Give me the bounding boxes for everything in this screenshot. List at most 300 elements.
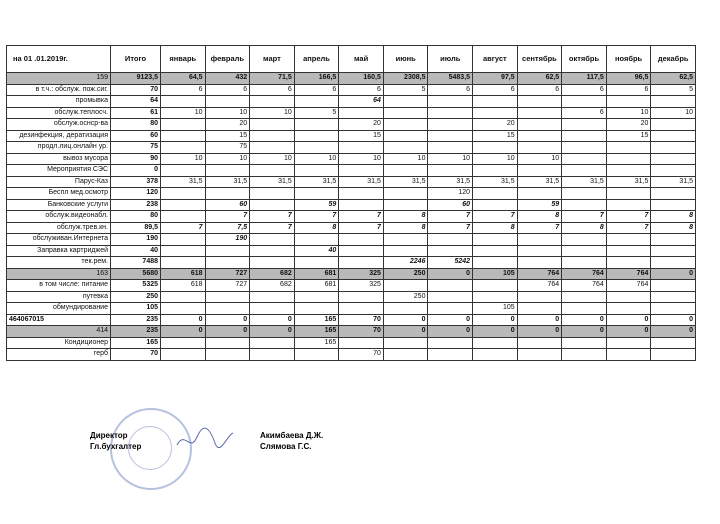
budget-table bbox=[6, 45, 696, 361]
row-total: 70 bbox=[111, 349, 161, 361]
month-cell bbox=[428, 130, 473, 142]
month-cell: 6 bbox=[473, 84, 518, 96]
month-cell bbox=[473, 96, 518, 108]
month-cell bbox=[161, 211, 206, 223]
month-cell bbox=[651, 234, 696, 246]
table-row bbox=[7, 96, 696, 108]
month-cell bbox=[606, 153, 651, 165]
month-cell bbox=[562, 234, 607, 246]
month-cell: 0 bbox=[161, 314, 206, 326]
month-cell: 6 bbox=[294, 84, 339, 96]
month-cell bbox=[250, 199, 295, 211]
month-cell bbox=[517, 303, 562, 315]
month-cell: 432 bbox=[205, 73, 250, 85]
month-cell bbox=[250, 337, 295, 349]
month-cell bbox=[383, 130, 428, 142]
month-cell bbox=[161, 165, 206, 177]
table-row bbox=[7, 303, 696, 315]
row-label: Парус-Каз bbox=[7, 176, 111, 188]
month-cell bbox=[562, 245, 607, 257]
table-row bbox=[7, 245, 696, 257]
row-label: 159 bbox=[7, 73, 111, 85]
subtotal-row bbox=[7, 268, 696, 280]
month-cell bbox=[562, 257, 607, 269]
month-cell bbox=[606, 349, 651, 361]
month-cell: 70 bbox=[339, 314, 384, 326]
month-cell: 60 bbox=[428, 199, 473, 211]
month-cell bbox=[294, 130, 339, 142]
month-cell bbox=[161, 257, 206, 269]
month-cell: 117,5 bbox=[562, 73, 607, 85]
table-row bbox=[7, 130, 696, 142]
table-row bbox=[7, 314, 696, 326]
month-cell: 59 bbox=[294, 199, 339, 211]
month-cell bbox=[562, 153, 607, 165]
table-row bbox=[7, 291, 696, 303]
month-cell bbox=[651, 245, 696, 257]
month-cell: 682 bbox=[250, 268, 295, 280]
month-cell: 764 bbox=[606, 268, 651, 280]
table-row bbox=[7, 142, 696, 154]
month-cell: 0 bbox=[517, 326, 562, 338]
month-cell: 250 bbox=[383, 268, 428, 280]
row-total: 378 bbox=[111, 176, 161, 188]
month-cell: 31,5 bbox=[606, 176, 651, 188]
month-cell: 6 bbox=[606, 84, 651, 96]
month-cell bbox=[383, 349, 428, 361]
row-label: обслуживан.Интернета bbox=[7, 234, 111, 246]
month-cell bbox=[517, 234, 562, 246]
month-cell: 8 bbox=[562, 222, 607, 234]
month-header: август bbox=[473, 46, 518, 73]
director-title: Директор bbox=[90, 431, 128, 440]
month-cell bbox=[161, 245, 206, 257]
month-cell bbox=[562, 303, 607, 315]
month-cell bbox=[517, 119, 562, 131]
month-cell bbox=[606, 96, 651, 108]
month-cell: 105 bbox=[473, 268, 518, 280]
month-cell bbox=[161, 291, 206, 303]
month-cell bbox=[294, 142, 339, 154]
month-cell: 250 bbox=[383, 291, 428, 303]
month-cell bbox=[205, 257, 250, 269]
month-cell bbox=[651, 337, 696, 349]
month-cell: 7 bbox=[205, 211, 250, 223]
month-cell bbox=[473, 165, 518, 177]
month-cell bbox=[294, 291, 339, 303]
month-cell bbox=[562, 119, 607, 131]
month-cell: 764 bbox=[606, 280, 651, 292]
month-cell: 618 bbox=[161, 280, 206, 292]
month-cell: 31,5 bbox=[517, 176, 562, 188]
month-cell: 62,5 bbox=[517, 73, 562, 85]
signature-block bbox=[90, 430, 323, 452]
month-cell: 75 bbox=[205, 142, 250, 154]
month-cell bbox=[205, 165, 250, 177]
month-cell: 325 bbox=[339, 280, 384, 292]
month-cell bbox=[250, 257, 295, 269]
row-label: обслуж.теплосч. bbox=[7, 107, 111, 119]
accountant-name: Слямова Г.С. bbox=[260, 442, 312, 451]
month-cell bbox=[651, 280, 696, 292]
month-cell: 165 bbox=[294, 326, 339, 338]
month-cell bbox=[205, 245, 250, 257]
row-label: Заправка картриджей bbox=[7, 245, 111, 257]
month-cell: 10 bbox=[250, 153, 295, 165]
month-cell: 0 bbox=[205, 314, 250, 326]
month-cell: 15 bbox=[205, 130, 250, 142]
month-cell: 10 bbox=[294, 153, 339, 165]
month-cell bbox=[606, 188, 651, 200]
month-cell: 190 bbox=[205, 234, 250, 246]
month-cell: 10 bbox=[428, 153, 473, 165]
table-row bbox=[7, 211, 696, 223]
month-cell bbox=[651, 142, 696, 154]
month-cell bbox=[428, 96, 473, 108]
month-cell: 10 bbox=[651, 107, 696, 119]
month-cell: 20 bbox=[473, 119, 518, 131]
month-cell: 31,5 bbox=[383, 176, 428, 188]
row-total: 190 bbox=[111, 234, 161, 246]
month-cell: 2246 bbox=[383, 257, 428, 269]
month-cell bbox=[383, 119, 428, 131]
row-total: 40 bbox=[111, 245, 161, 257]
month-cell: 764 bbox=[562, 280, 607, 292]
month-cell bbox=[473, 337, 518, 349]
month-cell bbox=[428, 165, 473, 177]
month-cell: 7 bbox=[562, 211, 607, 223]
table-row bbox=[7, 234, 696, 246]
subtotal-row bbox=[7, 73, 696, 85]
accountant-title: Гл.бухгалтер bbox=[90, 442, 142, 451]
row-label: Мероприятия СЭС bbox=[7, 165, 111, 177]
month-cell bbox=[562, 199, 607, 211]
month-cell: 0 bbox=[517, 314, 562, 326]
row-label: обслуж.видеонабл. bbox=[7, 211, 111, 223]
month-cell: 7 bbox=[339, 211, 384, 223]
row-total: 60 bbox=[111, 130, 161, 142]
month-header: июнь bbox=[383, 46, 428, 73]
month-cell bbox=[428, 119, 473, 131]
month-cell: 10 bbox=[161, 107, 206, 119]
month-cell: 8 bbox=[651, 211, 696, 223]
month-cell: 166,5 bbox=[294, 73, 339, 85]
row-total: 5680 bbox=[111, 268, 161, 280]
month-cell: 0 bbox=[161, 326, 206, 338]
table-row bbox=[7, 153, 696, 165]
month-cell bbox=[339, 107, 384, 119]
month-cell: 15 bbox=[473, 130, 518, 142]
row-label: Банковские услуги bbox=[7, 199, 111, 211]
month-cell: 6 bbox=[339, 84, 384, 96]
budget-sheet bbox=[6, 45, 696, 361]
month-cell bbox=[161, 142, 206, 154]
month-cell: 0 bbox=[383, 314, 428, 326]
month-cell: 10 bbox=[161, 153, 206, 165]
month-cell bbox=[250, 349, 295, 361]
month-cell: 64,5 bbox=[161, 73, 206, 85]
month-header: февраль bbox=[205, 46, 250, 73]
month-cell: 10 bbox=[205, 153, 250, 165]
month-cell: 764 bbox=[562, 268, 607, 280]
month-cell bbox=[383, 245, 428, 257]
month-cell bbox=[383, 280, 428, 292]
month-cell: 7 bbox=[606, 211, 651, 223]
row-label: продл.лиц.онлайн ур. bbox=[7, 142, 111, 154]
month-cell: 681 bbox=[294, 280, 339, 292]
month-cell: 0 bbox=[428, 268, 473, 280]
month-cell bbox=[473, 142, 518, 154]
month-cell: 31,5 bbox=[651, 176, 696, 188]
month-cell bbox=[517, 142, 562, 154]
month-header: декабрь bbox=[651, 46, 696, 73]
month-cell: 5 bbox=[651, 84, 696, 96]
row-total: 90 bbox=[111, 153, 161, 165]
month-cell: 10 bbox=[250, 107, 295, 119]
director-name: Акимбаева Д.Ж. bbox=[260, 431, 324, 440]
month-cell bbox=[294, 303, 339, 315]
month-cell: 20 bbox=[606, 119, 651, 131]
month-cell bbox=[473, 234, 518, 246]
month-cell bbox=[606, 337, 651, 349]
month-cell: 5483,5 bbox=[428, 73, 473, 85]
month-cell: 727 bbox=[205, 280, 250, 292]
table-row bbox=[7, 176, 696, 188]
month-cell: 8 bbox=[651, 222, 696, 234]
month-cell bbox=[250, 165, 295, 177]
month-cell: 10 bbox=[606, 107, 651, 119]
month-cell bbox=[294, 349, 339, 361]
month-cell: 7 bbox=[428, 222, 473, 234]
row-label: тек.рем. bbox=[7, 257, 111, 269]
month-cell bbox=[250, 96, 295, 108]
month-cell: 71,5 bbox=[250, 73, 295, 85]
month-cell: 20 bbox=[339, 119, 384, 131]
month-header: июль bbox=[428, 46, 473, 73]
month-cell: 10 bbox=[383, 153, 428, 165]
month-cell: 31,5 bbox=[250, 176, 295, 188]
month-cell: 8 bbox=[517, 211, 562, 223]
row-label: обмундирование bbox=[7, 303, 111, 315]
month-cell bbox=[339, 199, 384, 211]
month-cell bbox=[517, 188, 562, 200]
month-header: май bbox=[339, 46, 384, 73]
month-cell bbox=[339, 257, 384, 269]
row-total: 235 bbox=[111, 326, 161, 338]
month-cell: 31,5 bbox=[161, 176, 206, 188]
month-cell bbox=[473, 257, 518, 269]
month-cell: 7 bbox=[161, 222, 206, 234]
table-row bbox=[7, 222, 696, 234]
row-total: 89,5 bbox=[111, 222, 161, 234]
month-cell: 727 bbox=[205, 268, 250, 280]
month-cell bbox=[294, 165, 339, 177]
month-cell: 0 bbox=[651, 326, 696, 338]
row-total: 61 bbox=[111, 107, 161, 119]
month-cell: 7 bbox=[339, 222, 384, 234]
subtotal-row bbox=[7, 326, 696, 338]
month-cell bbox=[339, 188, 384, 200]
month-cell: 8 bbox=[473, 222, 518, 234]
month-cell: 325 bbox=[339, 268, 384, 280]
month-cell: 7,5 bbox=[205, 222, 250, 234]
month-cell bbox=[562, 337, 607, 349]
month-cell: 764 bbox=[517, 280, 562, 292]
month-cell bbox=[205, 349, 250, 361]
month-cell bbox=[428, 245, 473, 257]
row-total: 238 bbox=[111, 199, 161, 211]
month-cell: 31,5 bbox=[339, 176, 384, 188]
row-label: обслуж.оснср-ва bbox=[7, 119, 111, 131]
month-cell: 10 bbox=[339, 153, 384, 165]
month-cell: 0 bbox=[651, 314, 696, 326]
month-cell: 70 bbox=[339, 349, 384, 361]
row-total: 165 bbox=[111, 337, 161, 349]
month-cell: 40 bbox=[294, 245, 339, 257]
month-cell bbox=[161, 130, 206, 142]
month-cell: 0 bbox=[205, 326, 250, 338]
row-label: 464067015 bbox=[7, 314, 111, 326]
month-cell: 0 bbox=[383, 326, 428, 338]
month-cell bbox=[161, 96, 206, 108]
month-cell bbox=[651, 291, 696, 303]
month-cell: 6 bbox=[250, 84, 295, 96]
month-cell bbox=[562, 291, 607, 303]
month-cell bbox=[473, 349, 518, 361]
month-cell: 6 bbox=[517, 84, 562, 96]
month-cell bbox=[606, 245, 651, 257]
row-total: 250 bbox=[111, 291, 161, 303]
header-row bbox=[7, 46, 696, 73]
month-cell: 5242 bbox=[428, 257, 473, 269]
month-cell bbox=[428, 337, 473, 349]
table-row bbox=[7, 257, 696, 269]
month-cell: 682 bbox=[250, 280, 295, 292]
month-cell bbox=[161, 303, 206, 315]
row-total: 120 bbox=[111, 188, 161, 200]
row-label: промывка bbox=[7, 96, 111, 108]
month-cell: 7 bbox=[294, 211, 339, 223]
month-cell bbox=[517, 257, 562, 269]
month-cell bbox=[161, 337, 206, 349]
total-header: Итого bbox=[111, 46, 161, 73]
month-cell: 8 bbox=[383, 222, 428, 234]
month-cell bbox=[606, 165, 651, 177]
month-cell bbox=[339, 303, 384, 315]
row-total: 0 bbox=[111, 165, 161, 177]
month-cell bbox=[383, 188, 428, 200]
month-cell: 681 bbox=[294, 268, 339, 280]
month-cell bbox=[250, 142, 295, 154]
row-label: 414 bbox=[7, 326, 111, 338]
month-cell bbox=[651, 165, 696, 177]
month-cell: 6 bbox=[562, 107, 607, 119]
month-cell bbox=[562, 188, 607, 200]
month-cell: 0 bbox=[473, 314, 518, 326]
month-cell: 764 bbox=[517, 268, 562, 280]
row-total: 75 bbox=[111, 142, 161, 154]
month-cell: 70 bbox=[339, 326, 384, 338]
month-cell bbox=[383, 96, 428, 108]
month-cell bbox=[651, 130, 696, 142]
row-label: 163 bbox=[7, 268, 111, 280]
row-total: 7488 bbox=[111, 257, 161, 269]
month-cell bbox=[428, 280, 473, 292]
month-cell bbox=[562, 349, 607, 361]
month-cell bbox=[517, 130, 562, 142]
month-cell bbox=[517, 107, 562, 119]
table-body bbox=[7, 73, 696, 361]
month-cell bbox=[161, 349, 206, 361]
month-cell bbox=[651, 96, 696, 108]
month-cell bbox=[517, 165, 562, 177]
month-cell: 15 bbox=[606, 130, 651, 142]
month-cell bbox=[205, 188, 250, 200]
table-row bbox=[7, 280, 696, 292]
month-cell bbox=[562, 142, 607, 154]
month-cell: 20 bbox=[205, 119, 250, 131]
month-cell: 8 bbox=[294, 222, 339, 234]
month-cell: 15 bbox=[339, 130, 384, 142]
month-cell: 7 bbox=[250, 211, 295, 223]
month-cell bbox=[383, 303, 428, 315]
month-cell bbox=[473, 291, 518, 303]
month-cell bbox=[250, 245, 295, 257]
month-cell: 7 bbox=[606, 222, 651, 234]
month-cell: 8 bbox=[383, 211, 428, 223]
month-header: сентябрь bbox=[517, 46, 562, 73]
month-cell: 105 bbox=[473, 303, 518, 315]
row-total: 105 bbox=[111, 303, 161, 315]
month-cell: 6 bbox=[562, 84, 607, 96]
row-total: 64 bbox=[111, 96, 161, 108]
month-cell: 5 bbox=[294, 107, 339, 119]
month-cell: 6 bbox=[205, 84, 250, 96]
month-cell: 0 bbox=[606, 314, 651, 326]
month-cell: 10 bbox=[517, 153, 562, 165]
month-cell bbox=[294, 96, 339, 108]
month-cell: 120 bbox=[428, 188, 473, 200]
month-cell: 0 bbox=[473, 326, 518, 338]
month-cell: 10 bbox=[473, 153, 518, 165]
month-cell: 618 bbox=[161, 268, 206, 280]
row-label: Кондиционер bbox=[7, 337, 111, 349]
month-cell: 6 bbox=[161, 84, 206, 96]
month-cell bbox=[651, 188, 696, 200]
month-cell bbox=[161, 119, 206, 131]
month-cell bbox=[250, 291, 295, 303]
month-cell bbox=[651, 199, 696, 211]
month-cell bbox=[294, 188, 339, 200]
month-cell: 0 bbox=[428, 314, 473, 326]
month-cell bbox=[383, 337, 428, 349]
month-cell: 64 bbox=[339, 96, 384, 108]
month-cell: 10 bbox=[205, 107, 250, 119]
row-label: Беспл мед.осмотр bbox=[7, 188, 111, 200]
month-header: январь bbox=[161, 46, 206, 73]
row-label: дезинфекция, дератизация bbox=[7, 130, 111, 142]
month-cell bbox=[339, 245, 384, 257]
month-cell bbox=[651, 349, 696, 361]
month-cell bbox=[651, 257, 696, 269]
month-cell bbox=[250, 188, 295, 200]
month-cell bbox=[205, 96, 250, 108]
table-row bbox=[7, 349, 696, 361]
month-cell bbox=[517, 245, 562, 257]
month-cell bbox=[205, 337, 250, 349]
month-cell bbox=[562, 130, 607, 142]
month-cell: 7 bbox=[473, 211, 518, 223]
